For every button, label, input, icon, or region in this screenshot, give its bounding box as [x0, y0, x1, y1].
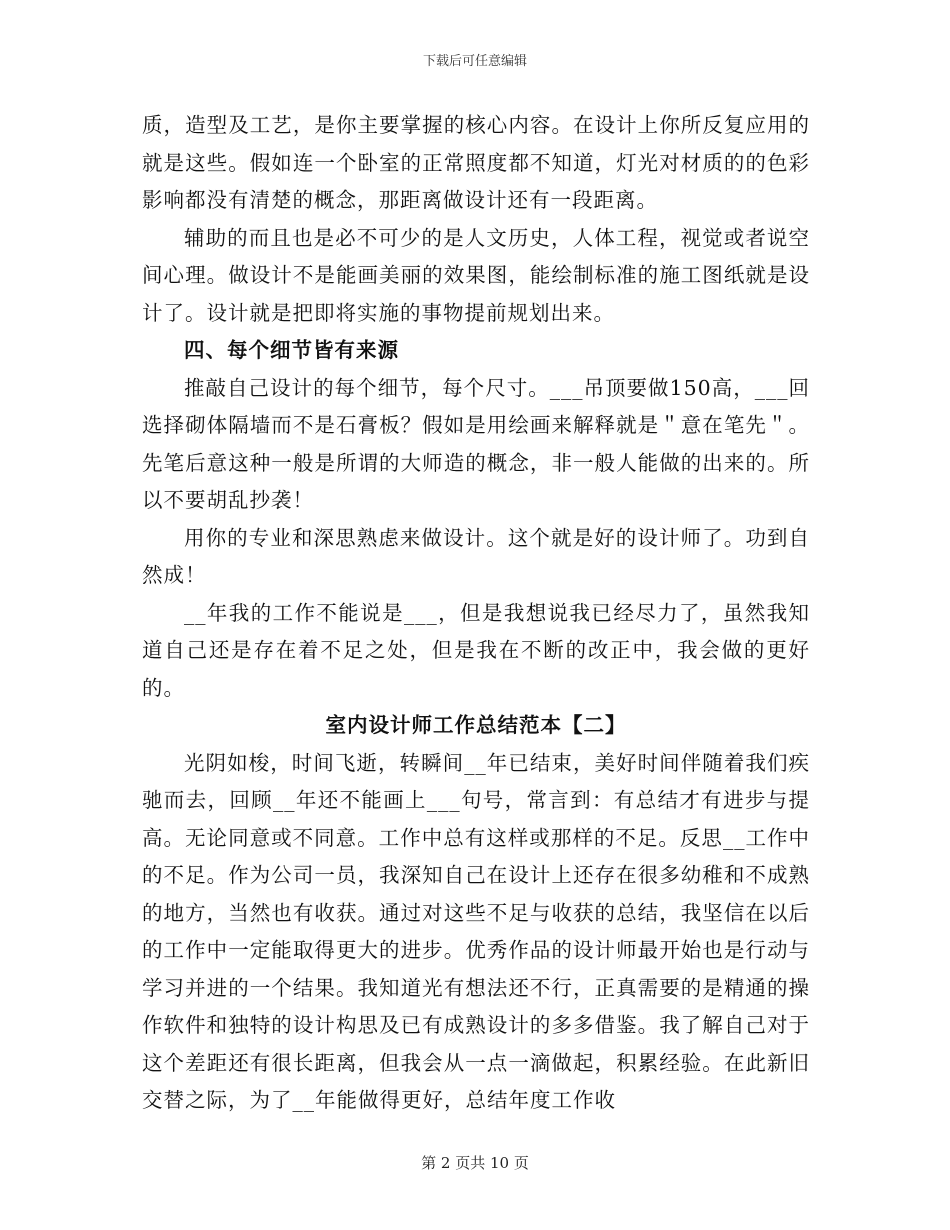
- paragraph: 光阴如梭，时间飞逝，转瞬间__年已结束，美好时间伴随着我们疾驰而去，回顾__年还不能画上___句号，常言到：有总结才有进步与提高。无论同意或不同意。工作中总有这样或那样的不足。反思__工作中的不足。作为公司一员，我深知自己在设计上还存在很多幼稚和不成熟的地方，当然也有收获。通过对这些不足与收获的总结，我坚信在以后的工作中一定能取得更大的进步。优秀作品的设计师最开始也是行动与学习并进的一个结果。我知道光有想法还不行，正真需要的是精通的操作软件和独特的设计构思及已有成熟设计的多多借鉴。我了解自己对于这个差距还有很长距离，但我会从一点一滴做起，积累经验。在此新旧交替之际，为了__年能做得更好，总结年度工作收: [142, 750, 810, 1112]
- paragraph: __年我的工作不能说是___，但是我想说我已经尽力了，虽然我知道自己还是存在着不足之处，但是我在不断的改正中，我会做的更好的。: [142, 600, 810, 700]
- document-title: 室内设计师工作总结范本【二】: [325, 713, 627, 737]
- page-number: 第 2 页共 10 页: [421, 1154, 529, 1172]
- paragraph: 推敲自己设计的每个细节，每个尺寸。___吊顶要做150高，___回选择砌体隔墙而不是石膏板？假如是用绘画来解释就是＂意在笔先＂。先笔后意这种一般是所谓的大师造的概念，非一般人能做的出来的。所以不要胡乱抄袭！: [142, 375, 810, 512]
- document-body: [142, 107, 810, 1120]
- section-heading: 四、每个细节皆有来源: [184, 338, 399, 362]
- paragraph: 用你的专业和深思熟虑来做设计。这个就是好的设计师了。功到自然成！: [142, 525, 810, 587]
- paragraph: 质，造型及工艺，是你主要掌握的核心内容。在设计上你所反复应用的就是这些。假如连一个卧室的正常照度都不知道，灯光对材质的的色彩影响都没有清楚的概念，那距离做设计还有一段距离。: [142, 113, 810, 212]
- page-header: 下载后可任意编辑: [422, 54, 527, 69]
- paragraph: 辅助的而且也是必不可少的是人文历史，人体工程，视觉或者说空间心理。做设计不是能画美丽的效果图，能绘制标准的施工图纸就是设计了。设计就是把即将实施的事物提前规划出来。: [142, 225, 810, 325]
